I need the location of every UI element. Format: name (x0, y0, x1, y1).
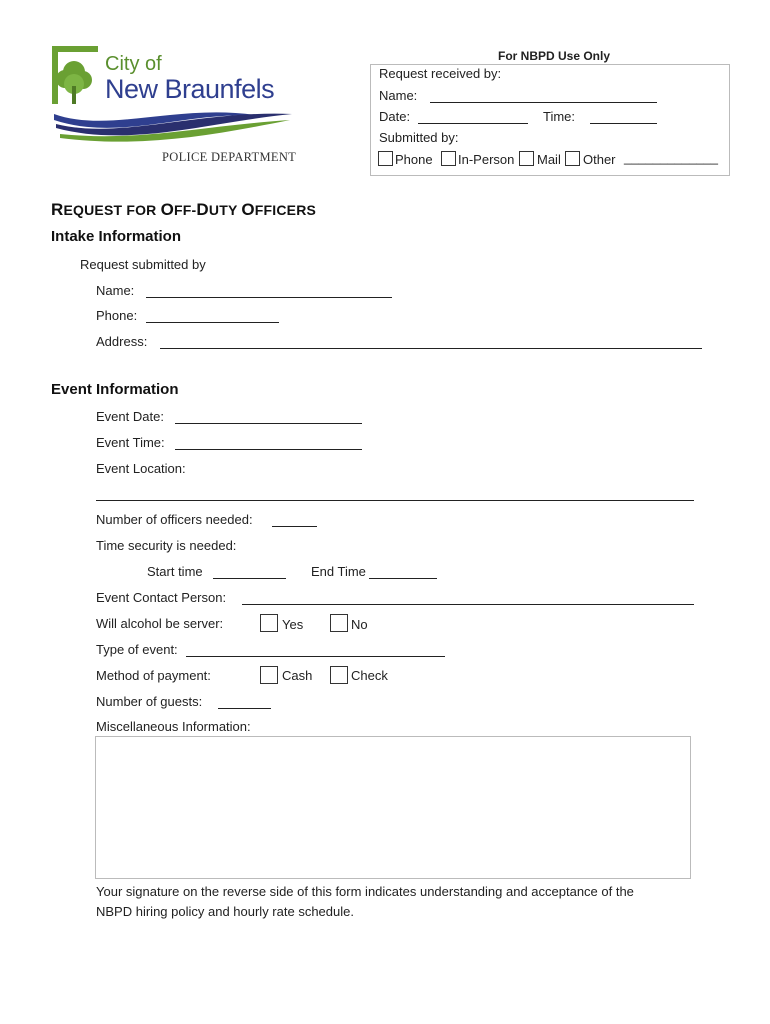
payment-label: Method of payment: (96, 668, 211, 683)
in-person-checkbox[interactable] (441, 151, 456, 166)
form-title: REQUEST FOR OFF-DUTY OFFICERS (51, 200, 317, 219)
requester-address-label: Address: (96, 334, 148, 349)
requester-name-label: Name: (96, 283, 135, 298)
end-time-label: End Time (311, 564, 366, 579)
logo-name-text: New Braunfels (105, 74, 275, 104)
requester-address-field[interactable] (160, 348, 702, 349)
officers-needed-label: Number of officers needed: (96, 512, 253, 527)
requester-name-field[interactable] (146, 297, 392, 298)
alcohol-no-checkbox[interactable] (330, 614, 348, 632)
requester-phone-label: Phone: (96, 308, 138, 323)
nbpd-time-label: Time: (543, 109, 576, 124)
payment-cash-checkbox[interactable] (260, 666, 278, 684)
event-date-label: Event Date: (96, 409, 164, 424)
other-checkbox[interactable] (565, 151, 580, 166)
start-time-field[interactable] (213, 578, 286, 579)
guests-label: Number of guests: (96, 694, 203, 709)
nbpd-header: For NBPD Use Only (498, 49, 611, 63)
footer-line-2: NBPD hiring policy and hourly rate schedule. (96, 904, 354, 919)
phone-option-label: Phone (395, 152, 433, 167)
guests-field[interactable] (218, 708, 271, 709)
nbpd-name-field[interactable] (430, 102, 657, 103)
nbpd-name-label: Name: (379, 88, 418, 103)
contact-person-field[interactable] (242, 604, 694, 605)
alcohol-yes-label: Yes (282, 617, 304, 632)
mail-option-label: Mail (537, 152, 561, 167)
city-logo (50, 44, 295, 144)
nbpd-time-field[interactable] (590, 123, 657, 124)
other-blank-field[interactable]: _____________ (624, 150, 718, 165)
event-heading: Event Information (51, 381, 179, 398)
in-person-option-label: In-Person (458, 152, 515, 167)
police-department-label: POLICE DEPARTMENT (162, 150, 297, 164)
other-option-label: Other (583, 152, 616, 167)
payment-cash-label: Cash (282, 668, 313, 683)
submitted-by-label: Submitted by: (379, 130, 459, 145)
type-of-event-field[interactable] (186, 656, 445, 657)
time-security-label: Time security is needed: (96, 538, 237, 553)
nbpd-date-label: Date: (379, 109, 411, 124)
requester-phone-field[interactable] (146, 322, 279, 323)
event-date-field[interactable] (175, 423, 362, 424)
event-time-field[interactable] (175, 449, 362, 450)
event-time-label: Event Time: (96, 435, 165, 450)
event-location-label: Event Location: (96, 461, 186, 476)
misc-info-textarea[interactable] (95, 736, 691, 879)
type-of-event-label: Type of event: (96, 642, 178, 657)
end-time-field[interactable] (369, 578, 437, 579)
payment-check-label: Check (351, 668, 388, 683)
intake-heading: Intake Information (51, 228, 182, 245)
logo-city-text: City of (105, 53, 162, 75)
payment-check-checkbox[interactable] (330, 666, 348, 684)
misc-label: Miscellaneous Information: (96, 719, 251, 734)
request-received-by-label: Request received by: (379, 66, 502, 81)
officers-needed-field[interactable] (272, 526, 317, 527)
alcohol-no-label: No (351, 617, 368, 632)
phone-checkbox[interactable] (378, 151, 393, 166)
alcohol-label: Will alcohol be server: (96, 616, 224, 631)
start-time-label: Start time (147, 564, 203, 579)
request-submitted-by-label: Request submitted by (80, 257, 206, 272)
event-location-field[interactable] (96, 500, 694, 501)
footer-line-1: Your signature on the reverse side of this form indicates understanding and acceptance of the (96, 884, 634, 899)
alcohol-yes-checkbox[interactable] (260, 614, 278, 632)
nbpd-date-field[interactable] (418, 123, 528, 124)
contact-person-label: Event Contact Person: (96, 590, 227, 605)
mail-checkbox[interactable] (519, 151, 534, 166)
